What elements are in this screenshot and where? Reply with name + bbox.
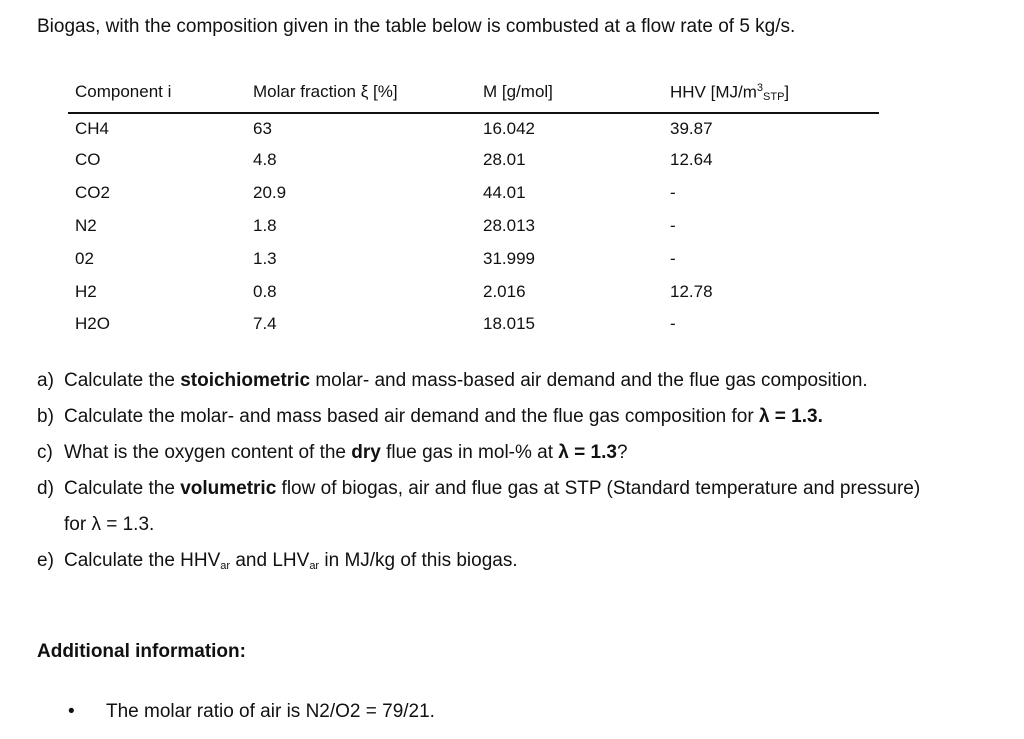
question-emphasis: dry	[351, 442, 381, 463]
subscript: ar	[220, 560, 231, 572]
cell-mass: 18.015	[483, 314, 535, 334]
table-row	[68, 210, 879, 243]
cell-component: CO2	[75, 183, 110, 203]
question-text: and LHV	[230, 550, 310, 571]
cell-fraction: 1.8	[253, 215, 277, 235]
cell-hhv: -	[670, 215, 676, 235]
cell-fraction: 0.8	[253, 281, 277, 301]
header-molar-fraction: Molar fraction ξ [%]	[246, 72, 476, 113]
cell-fraction: 7.4	[253, 314, 277, 334]
table-row	[68, 144, 879, 177]
table-row	[68, 177, 879, 210]
header-component: Component i	[68, 72, 246, 113]
header-hhv-superscript: 3	[756, 81, 764, 94]
cell-mass: 28.01	[483, 150, 526, 170]
cell-mass: 31.999	[483, 248, 535, 268]
cell-fraction: 63	[253, 119, 272, 138]
question-text: Calculate the	[64, 370, 181, 391]
question-d	[37, 471, 937, 543]
question-emphasis: λ = 1.3.	[758, 406, 823, 427]
question-b	[37, 399, 937, 435]
cell-mass: 44.01	[483, 183, 526, 203]
cell-hhv: 12.78	[670, 281, 713, 301]
additional-info-list	[68, 701, 435, 723]
question-text: flow of biogas, air and flue gas at STP (Standard temperature and pressure) for λ = 1.3.	[64, 478, 921, 535]
cell-mass: 2.016	[483, 281, 526, 301]
header-hhv	[663, 72, 879, 113]
table-row	[68, 275, 879, 308]
question-e	[37, 543, 937, 581]
header-hhv-suffix: ]	[784, 82, 790, 102]
cell-hhv: -	[670, 183, 676, 203]
bullet-icon: •	[68, 701, 75, 722]
cell-hhv: 12.64	[670, 150, 713, 170]
cell-hhv: -	[670, 314, 676, 334]
header-molar-mass: M [g/mol]	[476, 72, 663, 113]
question-text: ?	[616, 442, 628, 463]
header-hhv-prefix: HHV [MJ/m	[670, 82, 757, 102]
table-header-row	[68, 72, 879, 113]
header-hhv-subscript: STP	[763, 91, 785, 104]
question-emphasis: λ = 1.3	[558, 442, 617, 463]
question-emphasis: stoichiometric	[180, 370, 311, 391]
cell-mass: 16.042	[483, 119, 535, 138]
question-list	[37, 363, 937, 581]
question-label: c)	[37, 442, 53, 463]
question-text: Calculate the HHV	[64, 550, 221, 571]
cell-fraction: 20.9	[253, 183, 287, 203]
cell-hhv: 39.87	[670, 119, 713, 138]
list-item	[68, 701, 435, 723]
cell-component: CO	[75, 150, 101, 170]
question-text: flue gas in mol-% at	[380, 442, 559, 463]
question-label: a)	[37, 370, 54, 391]
question-a	[37, 363, 937, 399]
composition-table	[68, 72, 879, 341]
question-label: d)	[37, 478, 54, 499]
cell-component: 02	[75, 248, 94, 268]
list-item-text: The molar ratio of air is N2/O2 = 79/21.	[106, 701, 435, 722]
cell-fraction: 4.8	[253, 150, 277, 170]
additional-info-heading: Additional information:	[37, 641, 246, 662]
table-row	[68, 113, 879, 144]
subscript: ar	[309, 560, 320, 572]
cell-component: H2O	[75, 314, 110, 334]
question-c	[37, 435, 937, 471]
question-text: molar- and mass-based air demand and the flue gas composition.	[310, 370, 868, 391]
question-emphasis: volumetric	[180, 478, 277, 499]
question-label: b)	[37, 406, 54, 427]
question-label: e)	[37, 550, 54, 571]
question-text: Calculate the molar- and mass based air demand and the flue gas composition for	[64, 406, 759, 427]
cell-mass: 28.013	[483, 215, 535, 235]
cell-fraction: 1.3	[253, 248, 277, 268]
question-text: Calculate the	[64, 478, 181, 499]
question-text: in MJ/kg of this biogas.	[319, 550, 518, 571]
table-row	[68, 242, 879, 275]
intro-text: Biogas, with the composition given in the table below is combusted at a flow rate of 5 kg/s.	[37, 16, 796, 37]
cell-component: H2	[75, 281, 97, 301]
cell-component: CH4	[75, 119, 110, 138]
cell-hhv: -	[670, 248, 676, 268]
table-row	[68, 308, 879, 341]
cell-component: N2	[75, 215, 97, 235]
question-text: What is the oxygen content of the	[64, 442, 352, 463]
